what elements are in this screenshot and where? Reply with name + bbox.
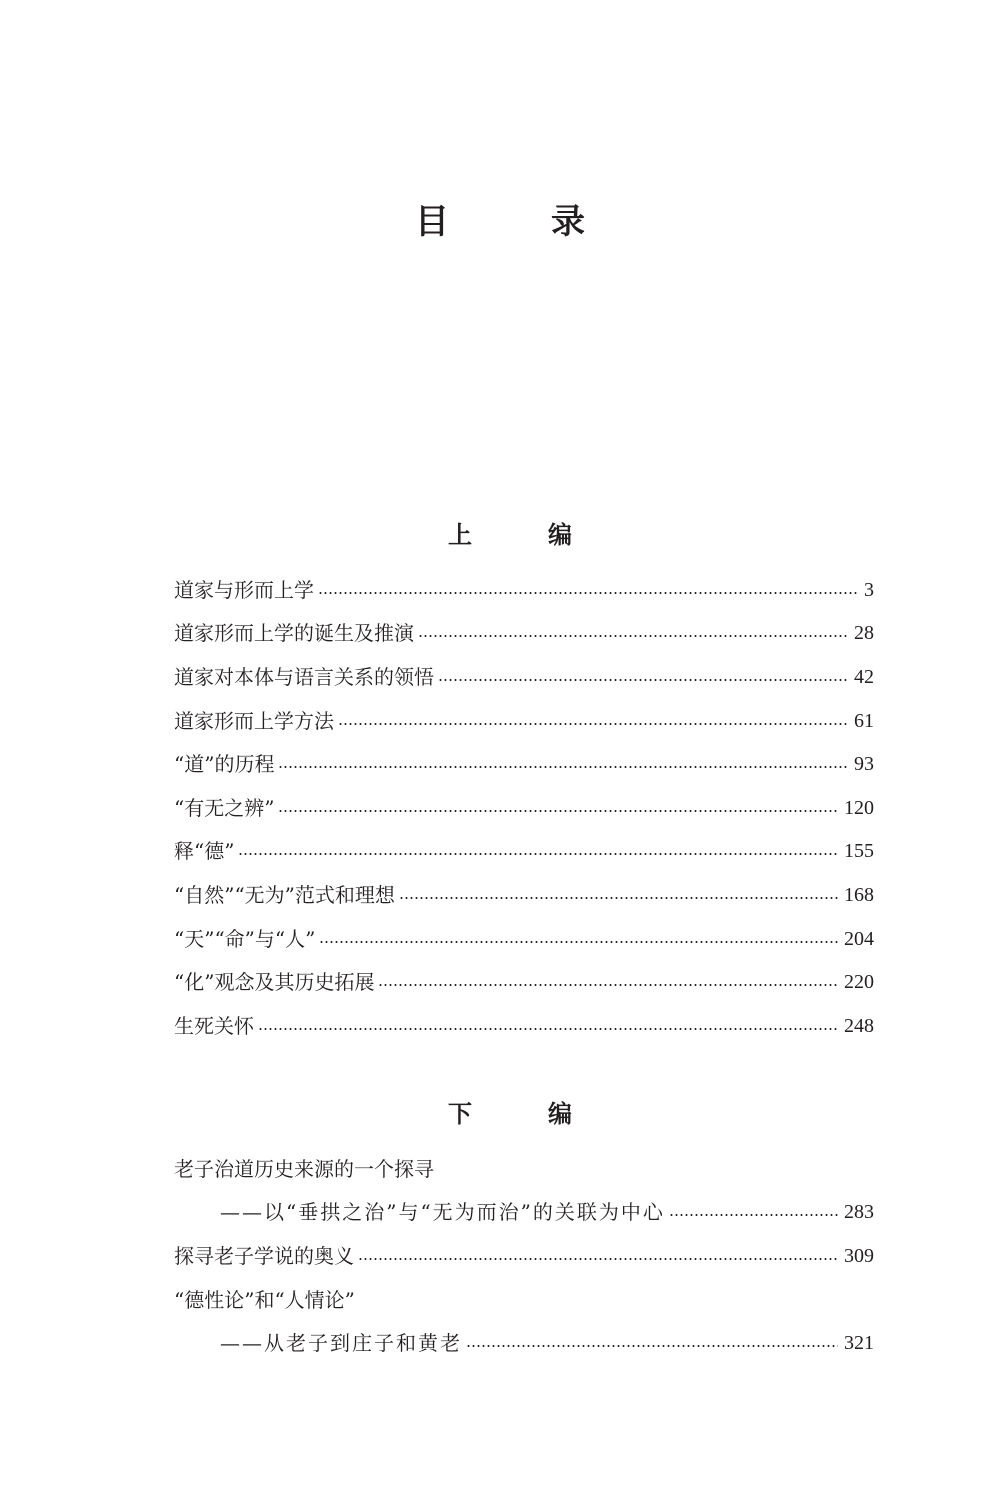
entry-page: 283 <box>844 1201 874 1224</box>
toc-entry[interactable] <box>174 1004 874 1048</box>
toc-entry[interactable] <box>174 1234 874 1278</box>
entry-page: 42 <box>854 665 874 688</box>
entry-title: “化”观念及其历史拓展 <box>174 970 375 995</box>
leader-dots <box>418 635 848 637</box>
leader-dots <box>278 810 838 812</box>
entry-title: “道”的历程 <box>174 752 275 777</box>
entry-page: 321 <box>844 1332 874 1355</box>
toc-entry[interactable] <box>174 742 874 786</box>
toc-entry-subtitle[interactable] <box>174 1321 874 1365</box>
toc-entry-subtitle[interactable] <box>174 1191 874 1235</box>
entry-page: 61 <box>854 709 874 732</box>
entry-page: 168 <box>844 883 874 906</box>
entry-page: 248 <box>844 1014 874 1037</box>
toc-entry[interactable] <box>174 1147 874 1191</box>
entry-page: 220 <box>844 971 874 994</box>
toc-entry[interactable] <box>174 655 874 699</box>
entry-title: 老子治道历史来源的一个探寻 <box>174 1156 434 1181</box>
toc-entry[interactable] <box>174 830 874 874</box>
leader-dots <box>319 941 838 943</box>
entry-page: 155 <box>844 840 874 863</box>
leader-dots <box>258 1028 838 1030</box>
entry-title: “自然”“无为”范式和理想 <box>174 882 395 907</box>
leader-dots <box>669 1214 838 1216</box>
leader-dots <box>438 679 848 681</box>
part-heading-lower: 下 编 <box>448 1099 598 1128</box>
entry-title: 探寻老子学说的奥义 <box>174 1243 354 1268</box>
entry-title: “有无之辨” <box>174 795 275 820</box>
entry-title: “德性论”和“人情论” <box>174 1287 355 1312</box>
toc-entry[interactable] <box>174 1278 874 1322</box>
leader-dots <box>238 853 838 855</box>
entry-page: 204 <box>844 927 874 950</box>
leader-dots <box>378 984 838 986</box>
toc-entry[interactable] <box>174 568 874 612</box>
entry-subtitle: ——从老子到庄子和黄老 <box>220 1331 462 1356</box>
entry-page: 28 <box>854 622 874 645</box>
toc-entry[interactable] <box>174 960 874 1004</box>
page-title: 目 录 <box>415 202 619 242</box>
leader-dots <box>278 766 848 768</box>
leader-dots <box>399 897 838 899</box>
entry-page: 309 <box>844 1244 874 1267</box>
toc-list-upper <box>174 568 874 1048</box>
entry-title: 道家对本体与语言关系的领悟 <box>174 664 434 689</box>
toc-entry[interactable] <box>174 699 874 743</box>
entry-title: 释“德” <box>174 839 235 864</box>
toc-entry[interactable] <box>174 786 874 830</box>
entry-title: “天”“命”与“人” <box>174 926 316 951</box>
leader-dots <box>338 723 848 725</box>
toc-entry[interactable] <box>174 612 874 656</box>
toc-entry[interactable] <box>174 917 874 961</box>
leader-dots <box>466 1345 838 1347</box>
entry-title: 生死关怀 <box>174 1013 254 1038</box>
entry-subtitle: ——以“垂拱之治”与“无为而治”的关联为中心 <box>220 1200 665 1225</box>
entry-title: 道家形而上学方法 <box>174 708 334 733</box>
entry-page: 93 <box>854 753 874 776</box>
entry-title: 道家与形而上学 <box>174 577 314 602</box>
entry-title: 道家形而上学的诞生及推演 <box>174 621 414 646</box>
leader-dots <box>358 1258 838 1260</box>
entry-page: 3 <box>864 578 874 601</box>
leader-dots <box>318 592 858 594</box>
toc-entry[interactable] <box>174 873 874 917</box>
entry-page: 120 <box>844 796 874 819</box>
part-heading-upper: 上 编 <box>448 520 598 549</box>
toc-list-lower <box>174 1147 874 1365</box>
